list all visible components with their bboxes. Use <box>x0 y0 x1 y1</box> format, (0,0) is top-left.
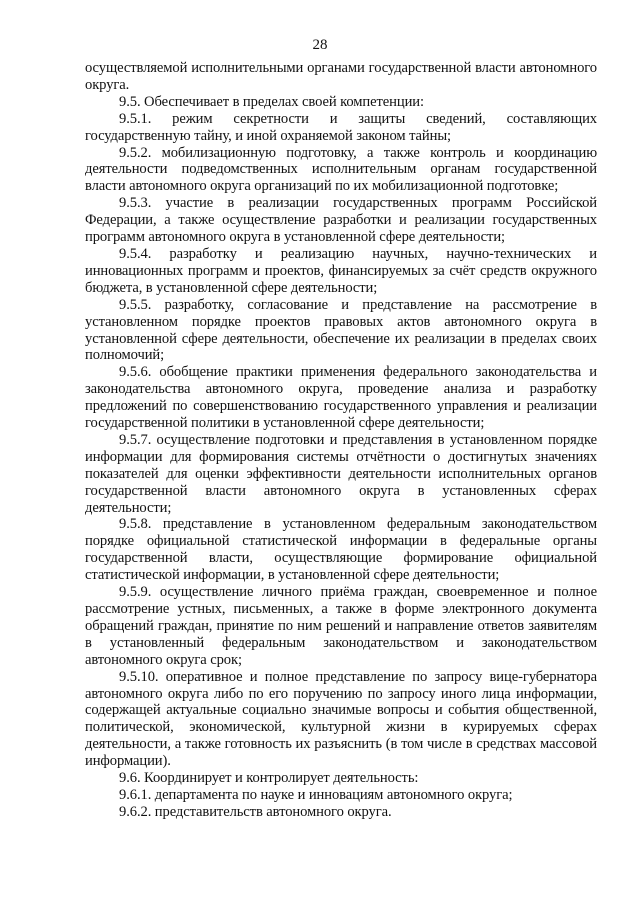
paragraph-9-5-8: 9.5.8. представление в установленном федеральным законодательством порядке официальной статистической информации в федеральные органы государственной власти, осуществляющие формирование официальной статистической информации, в установленной сфере деятельности; <box>85 516 597 584</box>
document-body <box>85 60 597 821</box>
paragraph-9-5-3: 9.5.3. участие в реализации государственных программ Российской Федерации, а также осуществление разработки и реализации государственных программ автономного округа в установленной сфере деятельности; <box>85 195 597 246</box>
paragraph-9-5-1: 9.5.1. режим секретности и защиты сведений, составляющих государственную тайну, и иной охраняемой законом тайны; <box>85 110 597 144</box>
paragraph-continuation: осуществляемой исполнительными органами государственной власти автономного округа. <box>85 60 597 93</box>
paragraph-9-6-2: 9.6.2. представительств автономного округа. <box>119 803 392 820</box>
paragraph-9-5-10: 9.5.10. оперативное и полное представление по запросу вице-губернатора автономного округа либо по его поручению по запросу иного лица информации, содержащей актуальные социально значимые вопросы и события общественной, политической, экономической, культурной жизни в курируемых сферах деятельности, а также готовность их разъяснить (в том числе в средствах массовой информации). <box>85 668 597 770</box>
paragraph-9-6: 9.6. Координирует и контролирует деятельность: <box>119 770 419 787</box>
page-number: 28 <box>312 37 328 53</box>
paragraph-9-5-5: 9.5.5. разработку, согласование и представление на рассмотрение в установленном порядке проектов правовых актов автономного округа в установленной сфере деятельности, обеспечение их реализации в пределах своих полномочий; <box>85 296 597 364</box>
paragraph-9-6-1: 9.6.1. департамента по науке и инновациям автономного округа; <box>119 786 513 803</box>
paragraph-9-5-9: 9.5.9. осуществление личного приёма граждан, своевременное и полное рассмотрение устных, письменных, а также в форме электронного документа обращений граждан, принятие по ним решений и направление ответов заявителям в установленный федеральным законодательством и законодательством автономного округа срок; <box>85 584 597 668</box>
paragraph-9-5-7: 9.5.7. осуществление подготовки и представления в установленном порядке информации для формирования системы отчётности о достигнутых значениях показателей для оценки эффективности деятельности исполнительных органов государственной власти автономного округа в установленных сферах деятельности; <box>85 431 597 516</box>
paragraph-9-5: 9.5. Обеспечивает в пределах своей компетенции: <box>119 93 424 110</box>
paragraph-9-5-6: 9.5.6. обобщение практики применения федерального законодательства и законодательства автономного округа, проведение анализа и разработку предложений по совершенствованию государственного управления и реализации государственной политики в установленной сфере деятельности; <box>85 364 597 432</box>
paragraph-9-5-2: 9.5.2. мобилизационную подготовку, а также контроль и координацию деятельности подведомственных исполнительным органам государственной власти автономного округа организаций по их мобилизационной подготовке; <box>85 144 597 195</box>
paragraph-9-5-4: 9.5.4. разработку и реализацию научных, научно-технических и инновационных программ и проектов, финансируемых за счёт средств окружного бюджета, в установленной сфере деятельности; <box>85 245 597 296</box>
